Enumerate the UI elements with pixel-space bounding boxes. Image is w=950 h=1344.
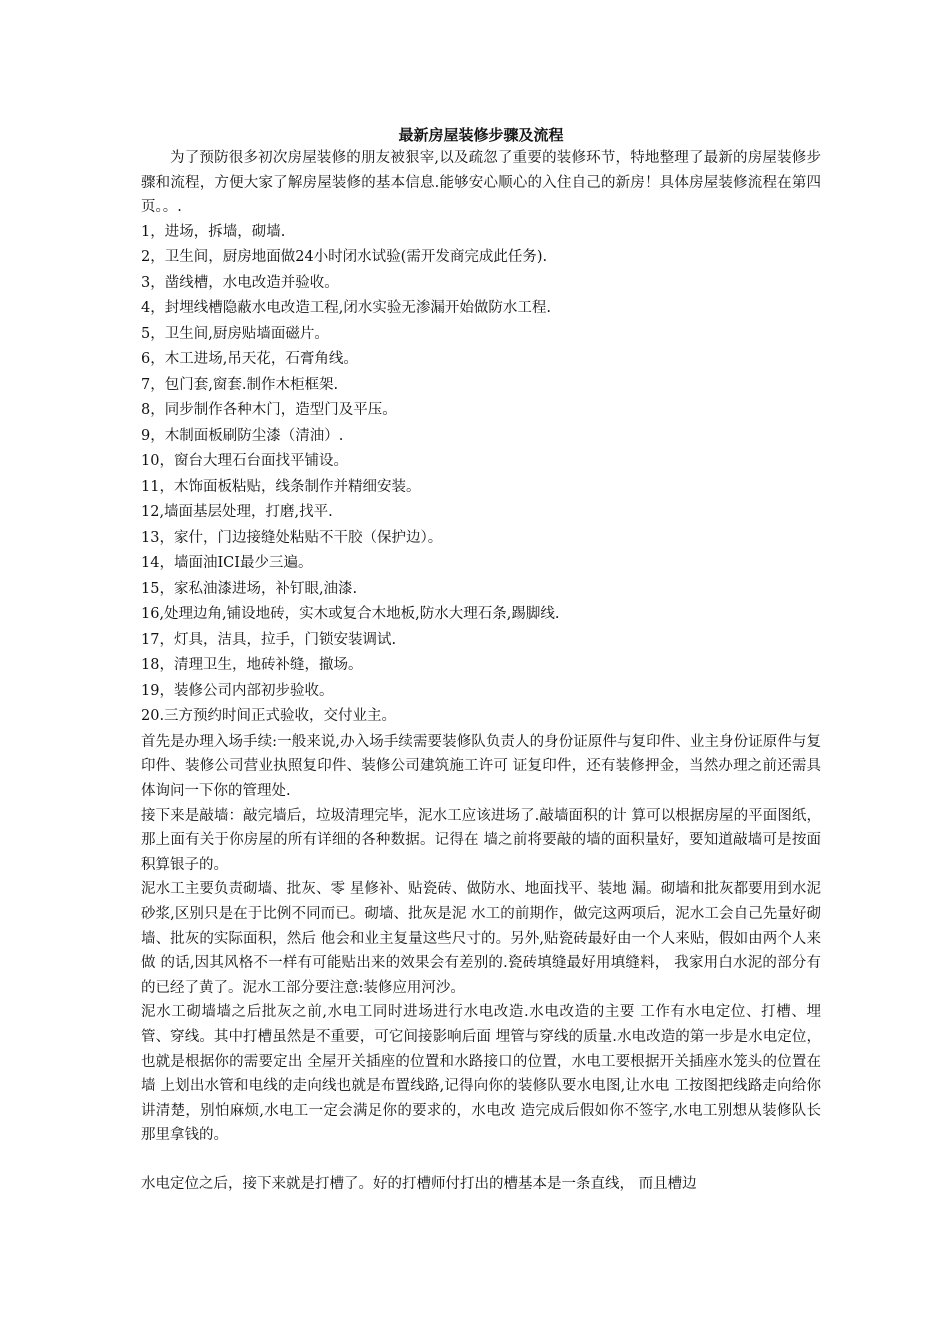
step-item: 19，装修公司内部初步验收。 [141,682,334,699]
body-paragraph: 首先是办理入场手续:一般来说,办入场手续需要装修队负责人的身份证原件与复印件、业主身份证原件与复印件、装修公司营业执照复印件、装修公司建筑施工许可 证复印件，还有装修押金，当然办理之前还需具体询问一下你的管理处. [141,733,821,799]
body-paragraph: 接下来是敲墙：敲完墙后，垃圾清理完毕，泥水工应该进场了.敲墙面积的计 算可以根据房屋的平面图纸，那上面有关于你房屋的所有详细的各种数据。记得在 墙之前将要敲的墙的面积量好，要知道敲墙可是按面积算银子的。 [141,807,821,873]
step-item: 15，家私油漆进场，补钉眼,油漆. [141,580,358,597]
step-item: 9，木制面板刷防尘漆（清油）. [141,427,344,444]
step-item: 13，家什，门边接缝处粘贴不干胶（保护边）。 [141,529,443,546]
step-item: 17，灯具，洁具，拉手，门锁安装调试. [141,631,397,648]
step-item: 8，同步制作各种木门，造型门及平压。 [141,402,397,419]
step-item: 18，清理卫生，地砖补缝，撤场。 [141,657,363,674]
step-item: 7，包门套,窗套.制作木柜框架. [141,376,339,393]
step-item: 4，封埋线槽隐蔽水电改造工程,闭水实验无渗漏开始做防水工程. [141,300,551,317]
step-item: 14，墙面油ICI最少三遍。 [141,555,313,572]
steps-list [141,220,821,730]
body-paragraph: 水电定位之后，接下来就是打槽了。好的打槽师付打出的槽基本是一条直线， 而且槽边 [141,1175,697,1192]
body-paragraph: 泥水工砌墙墙之后批灰之前,水电工同时进场进行水电改造.水电改造的主要 工作有水电定位、打槽、埋管、穿线。其中打槽虽然是不重要，可它间接影响后面 埋管与穿线的质量.水电改造的第一步是水电定位，也就是根据你的需要定出 全屋开关插座的位置和水路接口的位置，水电工要根据开关插座水笼头的位置在墙 上划出水管和电线的走向线也就是布置线路,记得向你的装修队要水电图,让水电 工按图把线路走向给你讲清楚，别怕麻烦,水电工一定会满足你的要求的，水电改 造完成后假如你不签字,水电工别想从装修队长那里拿钱的。 [141,1004,821,1144]
document-title: 最新房屋装修步骤及流程 [398,126,564,144]
body-paragraph: 泥水工主要负责砌墙、批灰、零 星修补、贴瓷砖、做防水、地面找平、装地 漏。砌墙和批灰都要用到水泥砂浆,区别只是在于比例不同而已。砌墙、批灰是泥 水工的前期作，做完这两项后，泥水工会自己先量好砌墙、批灰的实际面积，然后 他会和业主复量这些尺寸的。另外,贴瓷砖最好由一个人来贴，假如由两个人来做 的话,因其风格不一样有可能贴出来的效果会有差别的.瓷砖填缝最好用填缝料， 我家用白水泥的部分有的已经了黄了。泥水工部分要注意:装修应用河沙。 [141,881,821,996]
paragraph-spacer [141,1148,821,1172]
document-page [141,124,821,1196]
step-item: 12,墙面基层处理，打磨,找平. [141,504,333,521]
step-item: 5，卫生间,厨房贴墙面磁片。 [141,325,329,342]
step-item: 6，木工进场,吊天花，石膏角线。 [141,351,358,368]
intro-paragraph: 为了预防很多初次房屋装修的朋友被狠宰,以及疏忽了重要的装修环节，特地整理了最新的房屋装修步骤和流程，方便大家了解房屋装修的基本信息.能够安心顺心的入住自己的新房！具体房屋装修流程在第四页。。. [141,150,821,216]
step-item: 1，进场，拆墙，砌墙. [141,223,286,240]
step-item: 11，木饰面板粘贴，线条制作并精细安装。 [141,478,421,495]
step-item: 20.三方预约时间正式验收，交付业主。 [141,708,397,725]
step-item: 10，窗台大理石台面找平铺设。 [141,453,348,470]
step-item: 16,处理边角,铺设地砖，实木或复合木地板,防水大理石条,踢脚线. [141,606,560,623]
step-item: 2，卫生间，厨房地面做24小时闭水试验(需开发商完成此任务). [141,249,548,266]
step-item: 3，凿线槽，水电改造并验收。 [141,274,339,291]
